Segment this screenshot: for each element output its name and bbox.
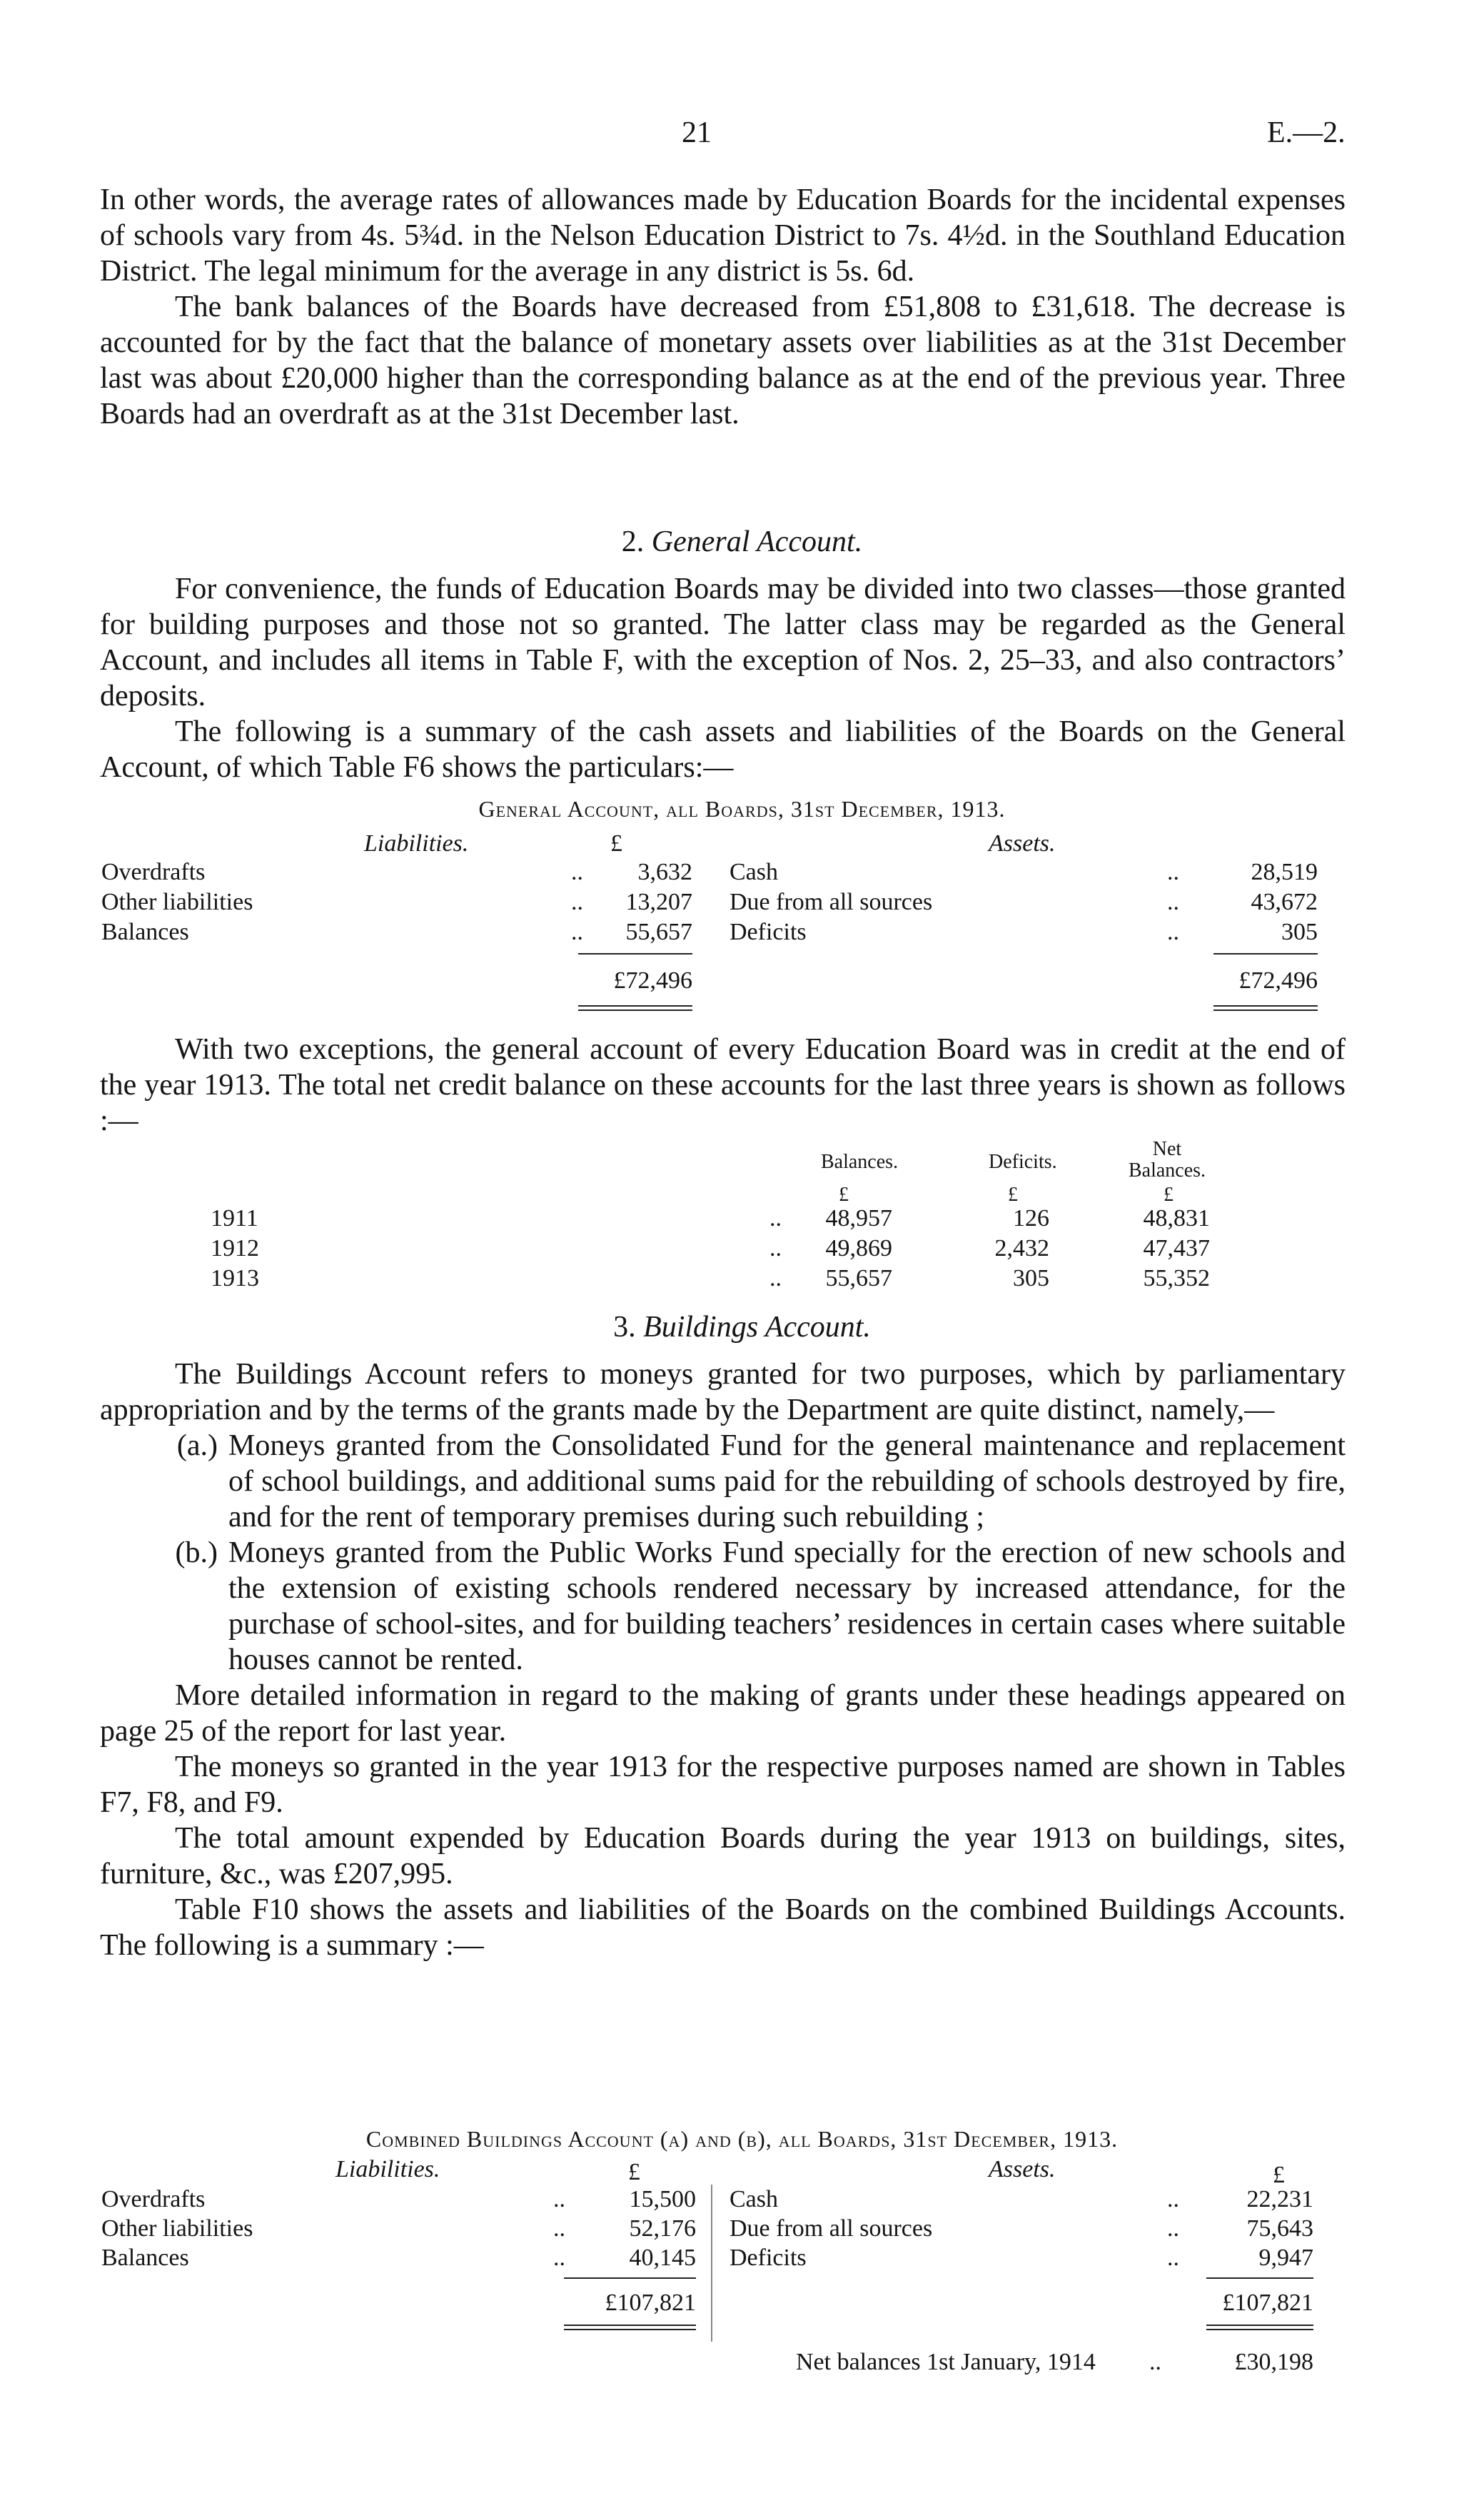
general-liability-value: 13,207 [625, 889, 692, 915]
list-text: Moneys granted from the Public Works Fund specially for the erection of new schools and the extension of existing schools rendered necessary by increased attendance, for the purchase of school-sites, and for building teachers’ residences in certain cases where suitable houses cannot be rented. [228, 1536, 1346, 1676]
balances-header-balances: Balances. [821, 1151, 899, 1173]
dot-leader: .. [553, 2186, 565, 2212]
balances-header-deficits: Deficits. [989, 1151, 1057, 1173]
dot-leader: .. [1167, 2245, 1179, 2271]
section-2-heading [0, 525, 1484, 559]
section-3-text [100, 1356, 1346, 1963]
balances-header-net: Net Balances. [1128, 1138, 1206, 1182]
buildings-liability-value: 40,145 [629, 2245, 696, 2271]
buildings-liabilities-currency: £ [628, 2159, 640, 2185]
rule [1206, 2277, 1313, 2279]
balances-year: 1912 [211, 1235, 259, 1261]
list-text: Moneys granted from the Consolidated Fund for the general maintenance and replacement of school buildings, and additional sums paid for the rebuilding of schools destroyed by fire, and for the rent of temporary premises during such rebuilding ; [228, 1429, 1346, 1534]
net-value: 48,831 [1143, 1205, 1210, 1232]
general-asset-value: 28,519 [1251, 859, 1318, 885]
dot-leader: .. [571, 889, 583, 915]
dot-leader: .. [769, 1235, 782, 1261]
buildings-asset-label: Cash [730, 2186, 778, 2212]
net-balance-value: £30,198 [1234, 2349, 1313, 2375]
rule [578, 1009, 692, 1011]
general-asset-label: Due from all sources [730, 889, 933, 915]
net-value: 47,437 [1143, 1235, 1210, 1261]
list-label: (a.) [176, 1429, 218, 1462]
paragraph-table-f10: Table F10 shows the assets and liabilities of the Boards on the combined Buildings Accounts. The following is a summary :— [100, 1893, 1346, 1962]
paragraph-summary-intro: The following is a summary of the cash assets and liabilities of the Boards on the General Account, of which Table F6 shows the particulars:— [100, 715, 1346, 784]
net-currency: £ [1164, 1184, 1173, 1206]
balances-value: 49,869 [825, 1235, 892, 1261]
general-liabilities-currency: £ [610, 830, 622, 857]
general-liability-value: 3,632 [637, 859, 692, 885]
net-balance-label: Net balances 1st January, 1914 [796, 2349, 1096, 2375]
dot-leader: .. [1149, 2349, 1161, 2375]
section-3-heading [0, 1310, 1484, 1344]
buildings-total-liabilities: £107,821 [605, 2290, 696, 2316]
general-liabilities-heading: Liabilities. [364, 830, 469, 857]
rule [1213, 953, 1318, 955]
dot-leader: .. [769, 1205, 782, 1232]
paragraph-incidental-expenses: In other words, the average rates of allowances made by Education Boards for the incidental expenses of schools vary from 4s. 5¾d. in the Nelson Education District to 7s. 4½d. in the Southland Education District. The legal minimum for the average in any district is 5s. 6d. [100, 183, 1346, 288]
list-item-b [100, 1535, 1346, 1678]
general-table-caption: General Account, all Boards, 31st December, 1913. [478, 796, 1006, 822]
net-value: 55,352 [1143, 1265, 1210, 1291]
dot-leader: .. [1167, 2215, 1179, 2242]
dot-leader: .. [571, 859, 583, 885]
general-liability-value: 55,657 [625, 919, 692, 945]
dot-leader: .. [553, 2215, 565, 2242]
buildings-liability-label: Overdrafts [101, 2186, 206, 2212]
section-2-text [100, 571, 1346, 785]
general-liability-label: Overdrafts [101, 859, 206, 885]
buildings-liability-label: Balances [101, 2245, 189, 2271]
buildings-assets-currency: £ [1273, 2162, 1285, 2188]
buildings-table-caption: Combined Buildings Account (a) and (b), all Boards, 31st December, 1913. [365, 2126, 1119, 2152]
mid-text-block [100, 1032, 1346, 1139]
dot-leader: .. [1167, 859, 1179, 885]
deficits-value: 2,432 [994, 1235, 1049, 1261]
intro-text-block [100, 182, 1346, 432]
general-total-liabilities: £72,496 [613, 967, 692, 994]
dot-leader: .. [769, 1265, 782, 1291]
dot-leader: .. [571, 919, 583, 945]
paragraph-buildings-intro: The Buildings Account refers to moneys granted for two purposes, which by parliamentary appropriation and by the terms of the grants made by the Department are quite distinct, namely,— [100, 1358, 1346, 1426]
buildings-assets-heading: Assets. [989, 2156, 1056, 2182]
dot-leader: .. [1167, 889, 1179, 915]
rule [1206, 2325, 1313, 2326]
general-asset-label: Cash [730, 859, 778, 885]
deficits-value: 305 [1013, 1265, 1049, 1291]
general-total-assets: £72,496 [1238, 967, 1318, 994]
rule [1206, 2329, 1313, 2330]
rule [578, 1005, 692, 1007]
buildings-asset-value: 22,231 [1246, 2186, 1313, 2212]
buildings-liability-value: 52,176 [629, 2215, 696, 2242]
paragraph-convenience: For convenience, the funds of Education Boards may be divided into two classes—those granted for building purposes and those not so granted. The latter class may be regarded as the General Account, and includes all items in Table F, with the exception of Nos. 2, 25–33, and also contractors’ deposits. [100, 573, 1346, 712]
section-3-number: 3. [613, 1311, 636, 1344]
page-number: 21 [682, 116, 712, 149]
general-asset-value: 43,672 [1251, 889, 1318, 915]
section-3-title: Buildings Account. [643, 1311, 871, 1344]
buildings-asset-label: Due from all sources [730, 2215, 933, 2242]
list-item-a [100, 1428, 1346, 1535]
section-2-number: 2. [621, 525, 645, 558]
balances-currency: £ [839, 1184, 849, 1206]
rule [1213, 1009, 1318, 1011]
paragraph-bank-balances: The bank balances of the Boards have decreased from £51,808 to £31,618. The decrease is accounted for by the fact that the balance of monetary assets over liabilities as at the 31st December last was about £20,000 higher than the corresponding balance as at the end of the previous year. Three Boards had an overdraft as at the 31st December last. [100, 291, 1346, 430]
buildings-liability-label: Other liabilities [101, 2215, 253, 2242]
general-asset-label: Deficits [730, 919, 807, 945]
buildings-liability-value: 15,500 [629, 2186, 696, 2212]
paragraph-total-expended: The total amount expended by Education Boards during the year 1913 on buildings, sites, furniture, &c., was £207,995. [100, 1822, 1346, 1890]
general-liability-label: Other liabilities [101, 889, 253, 915]
rule [1213, 1005, 1318, 1007]
balances-year: 1913 [211, 1265, 259, 1291]
buildings-asset-value: 9,947 [1258, 2245, 1313, 2271]
buildings-liabilities-heading: Liabilities. [335, 2156, 440, 2182]
rule [564, 2277, 696, 2279]
paragraph-detailed-info: More detailed information in regard to the making of grants under these headings appeared on page 25 of the report for last year. [100, 1679, 1346, 1748]
dot-leader: .. [553, 2245, 565, 2271]
paragraph-moneys-granted: The moneys so granted in the year 1913 for the respective purposes named are shown in Tables F7, F8, and F9. [100, 1751, 1346, 1819]
balances-value: 55,657 [825, 1265, 892, 1291]
dot-leader: .. [1167, 2186, 1179, 2212]
dot-leader: .. [1167, 919, 1179, 945]
section-2-title: General Account. [651, 525, 863, 558]
deficits-value: 126 [1013, 1205, 1049, 1232]
balances-year: 1911 [211, 1205, 258, 1232]
rule [578, 953, 692, 955]
rule [564, 2325, 696, 2326]
general-asset-value: 305 [1281, 919, 1318, 945]
column-divider [711, 2185, 712, 2342]
buildings-asset-label: Deficits [730, 2245, 807, 2271]
deficits-currency: £ [1008, 1184, 1018, 1206]
paragraph-two-exceptions: With two exceptions, the general account of every Education Board was in credit at the end of the year 1913. The total net credit balance on these accounts for the last three years is shown as follows :— [100, 1033, 1346, 1137]
rule [564, 2329, 696, 2330]
balances-value: 48,957 [825, 1205, 892, 1232]
buildings-asset-value: 75,643 [1246, 2215, 1313, 2242]
document-code: E.—2. [1267, 116, 1346, 149]
general-assets-heading: Assets. [989, 830, 1056, 857]
general-liability-label: Balances [101, 919, 189, 945]
list-label: (b.) [175, 1536, 218, 1569]
buildings-total-assets: £107,821 [1222, 2290, 1313, 2316]
